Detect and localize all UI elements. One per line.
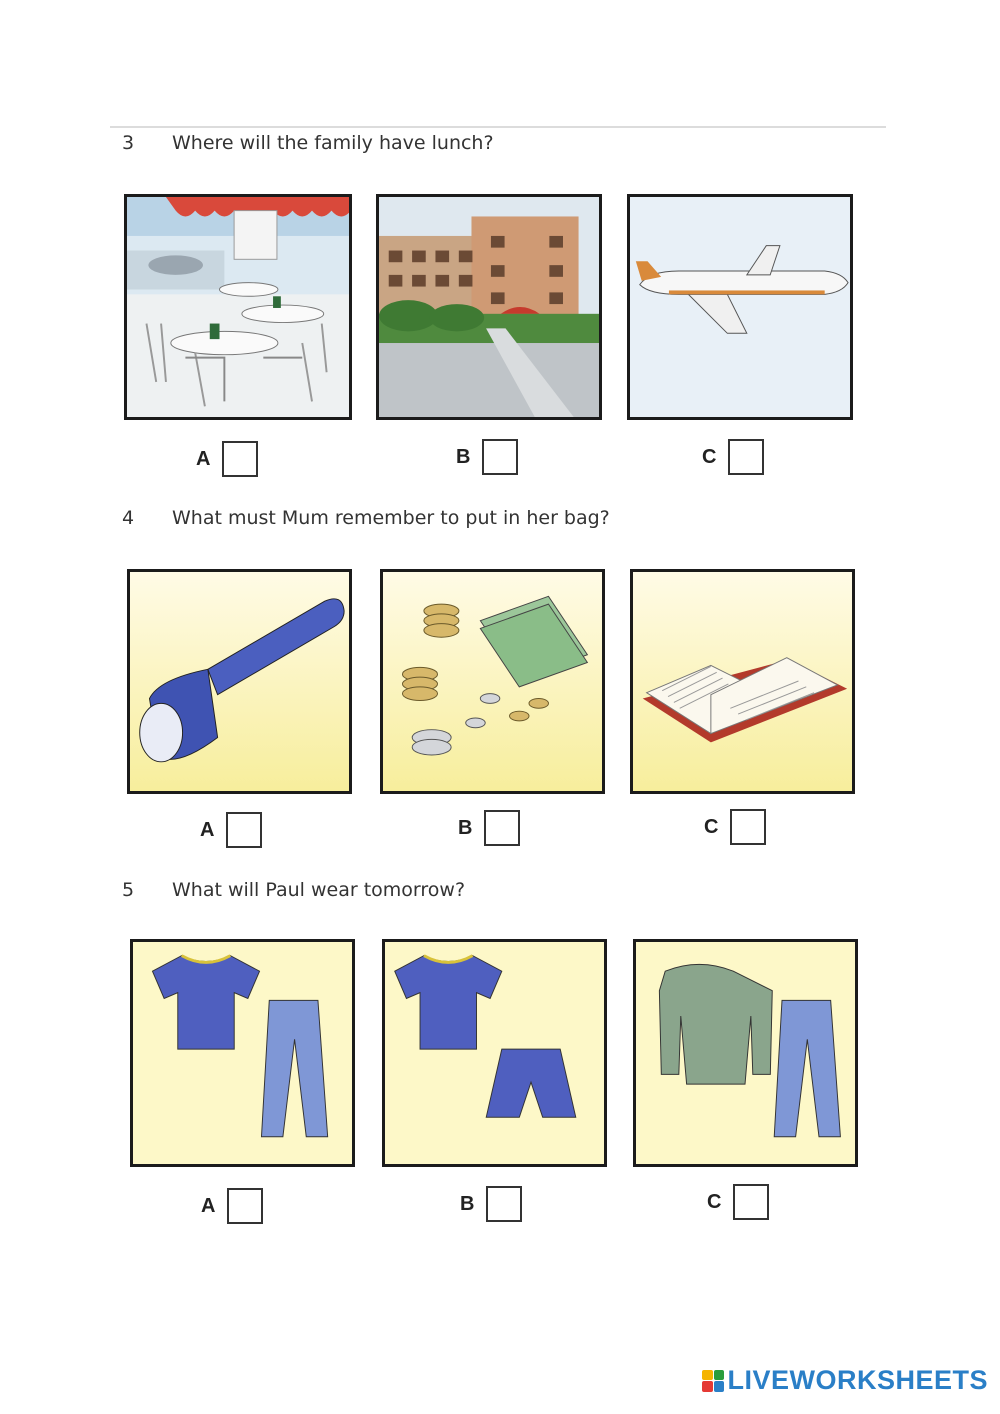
cafe-picture (124, 194, 352, 420)
logo-square (714, 1381, 725, 1392)
top-divider (110, 126, 886, 128)
answer-box-5C[interactable] (733, 1184, 769, 1220)
question-4 (122, 507, 610, 529)
option-3A (196, 441, 258, 477)
option-4A (200, 812, 262, 848)
answer-box-5B[interactable] (486, 1186, 522, 1222)
option-3C (702, 439, 764, 475)
option-label: C (702, 445, 717, 468)
question-text: Where will the family have lunch? (172, 132, 494, 154)
question-number: 3 (122, 132, 135, 154)
option-4B (458, 810, 520, 846)
logo-square (714, 1370, 725, 1381)
question-number: 5 (122, 879, 135, 901)
option-4C (704, 809, 766, 845)
option-5A (201, 1188, 263, 1224)
brand-text: LIVEWORKSHEETS (727, 1365, 988, 1395)
airplane-picture (627, 194, 853, 420)
hotel-picture (376, 194, 602, 420)
answer-box-4C[interactable] (730, 809, 766, 845)
answer-box-3A[interactable] (222, 441, 258, 477)
answer-box-4A[interactable] (226, 812, 262, 848)
answer-box-3C[interactable] (728, 439, 764, 475)
option-label: A (196, 447, 211, 470)
question-text: What will Paul wear tomorrow? (172, 879, 466, 901)
answer-box-4B[interactable] (484, 810, 520, 846)
option-label: A (201, 1194, 216, 1217)
question-3 (122, 132, 494, 154)
option-label: B (456, 445, 471, 468)
liveworksheets-logo-icon (702, 1370, 724, 1392)
tshirt-trousers-picture (130, 939, 355, 1167)
sweater-trousers-picture (633, 939, 858, 1167)
answer-box-5A[interactable] (227, 1188, 263, 1224)
money-picture (380, 569, 605, 794)
option-5B (460, 1186, 522, 1222)
torch-picture (127, 569, 352, 794)
answer-box-3B[interactable] (482, 439, 518, 475)
option-label: A (200, 818, 215, 841)
option-label: C (704, 815, 719, 838)
option-label: C (707, 1190, 722, 1213)
question-text: What must Mum remember to put in her bag? (172, 507, 610, 529)
question-5 (122, 879, 465, 901)
book-picture (630, 569, 855, 794)
question-number: 4 (122, 507, 135, 529)
logo-square (702, 1381, 713, 1392)
option-5C (707, 1184, 769, 1220)
liveworksheets-brand[interactable] (702, 1365, 988, 1396)
logo-square (702, 1370, 713, 1381)
option-label: B (458, 816, 473, 839)
option-label: B (460, 1192, 475, 1215)
option-3B (456, 439, 518, 475)
tshirt-shorts-picture (382, 939, 607, 1167)
